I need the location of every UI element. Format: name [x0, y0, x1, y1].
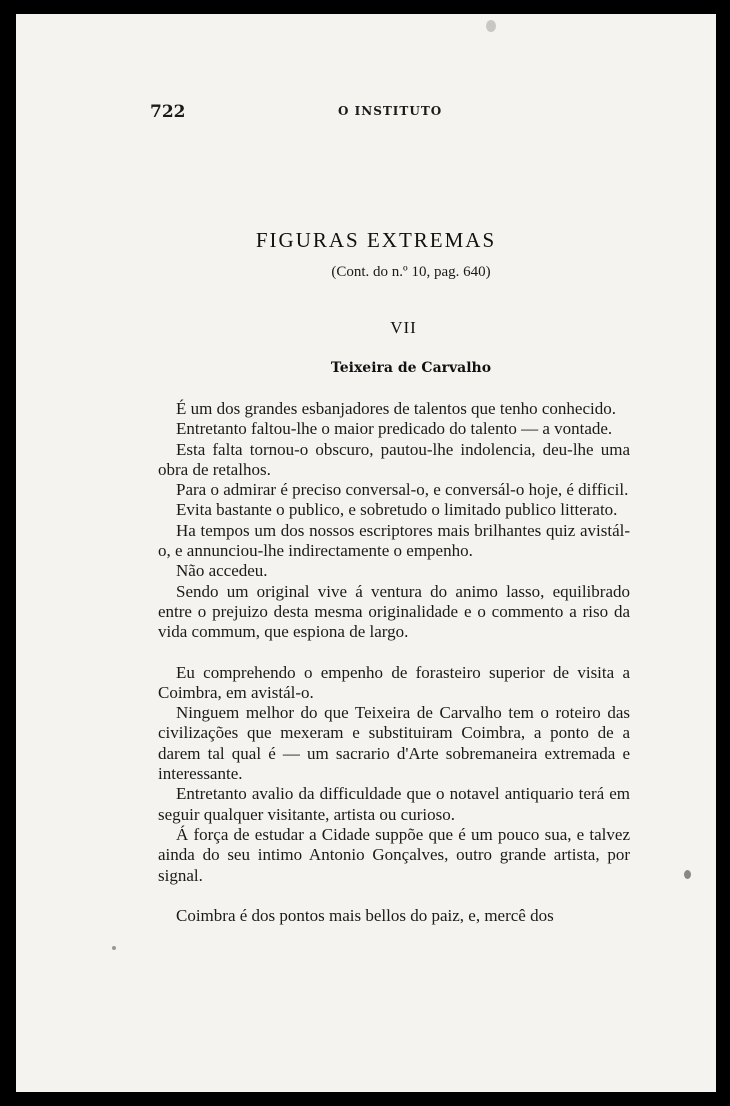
- paragraph: Ninguem melhor do que Teixeira de Carvalho tem o roteiro das civilizações que mexeram e substituiram Coimbra, a ponto de a darem tal qual é — um sacrario d'Arte sobremaneira extremada e interessante.: [158, 703, 630, 784]
- paragraph: Para o admirar é preciso conversal-o, e conversál-o hoje, é difficil.: [176, 480, 629, 500]
- page-number: 722: [150, 102, 186, 122]
- paragraph: Coimbra é dos pontos mais bellos do paiz, e, mercê dos: [176, 905, 554, 925]
- continuation-note: (Cont. do n.º 10, pag. 640): [331, 264, 491, 280]
- paragraph: Esta falta tornou-o obscuro, pautou-lhe indolencia, deu-lhe uma obra de retalhos.: [158, 439, 630, 479]
- scan-speck: [112, 946, 116, 950]
- document-page: [16, 14, 716, 1092]
- journal-title: O INSTITUTO: [338, 104, 443, 118]
- paragraph: É um dos grandes esbanjadores de talentos que tenho conhecido.: [176, 399, 616, 418]
- paragraph: Eu comprehendo o empenho de forasteiro superior de visita a Coimbra, em avistál-o.: [158, 662, 630, 702]
- section-heading: Teixeira de Carvalho: [330, 360, 492, 376]
- paragraph-spacer: [158, 643, 630, 663]
- paragraph: Sendo um original vive á ventura do animo lasso, equilibrado entre o prejuizo desta mesma originalidade e o commento a riso da vida commum, que espiona de largo.: [158, 581, 630, 642]
- scan-speck: [486, 20, 496, 32]
- paragraph: Evita bastante o publico, e sobretudo o limitado publico litterato.: [176, 500, 618, 520]
- paragraph: Entretanto avalio da difficuldade que o notavel antiquario terá em seguir qualquer visitante, artista ou curioso.: [158, 784, 630, 824]
- scan-speck: [684, 870, 691, 879]
- paragraph: Á força de estudar a Cidade suppõe que é um pouco sua, e talvez ainda do seu intimo Antonio Gonçalves, outro grande artista, por signal.: [158, 824, 630, 885]
- paragraph: Entretanto faltou-lhe o maior predicado do talento — a vontade.: [176, 419, 613, 439]
- paragraph: Não accedeu.: [176, 561, 268, 581]
- article-title: FIGURAS EXTREMAS: [255, 228, 497, 252]
- article-body: [158, 399, 630, 926]
- paragraph-spacer: [158, 886, 630, 906]
- chapter-number: VII: [390, 318, 417, 337]
- paragraph: Ha tempos um dos nossos escriptores mais brilhantes quiz avistál-o, e annunciou-lhe indirectamente o empenho.: [158, 520, 630, 561]
